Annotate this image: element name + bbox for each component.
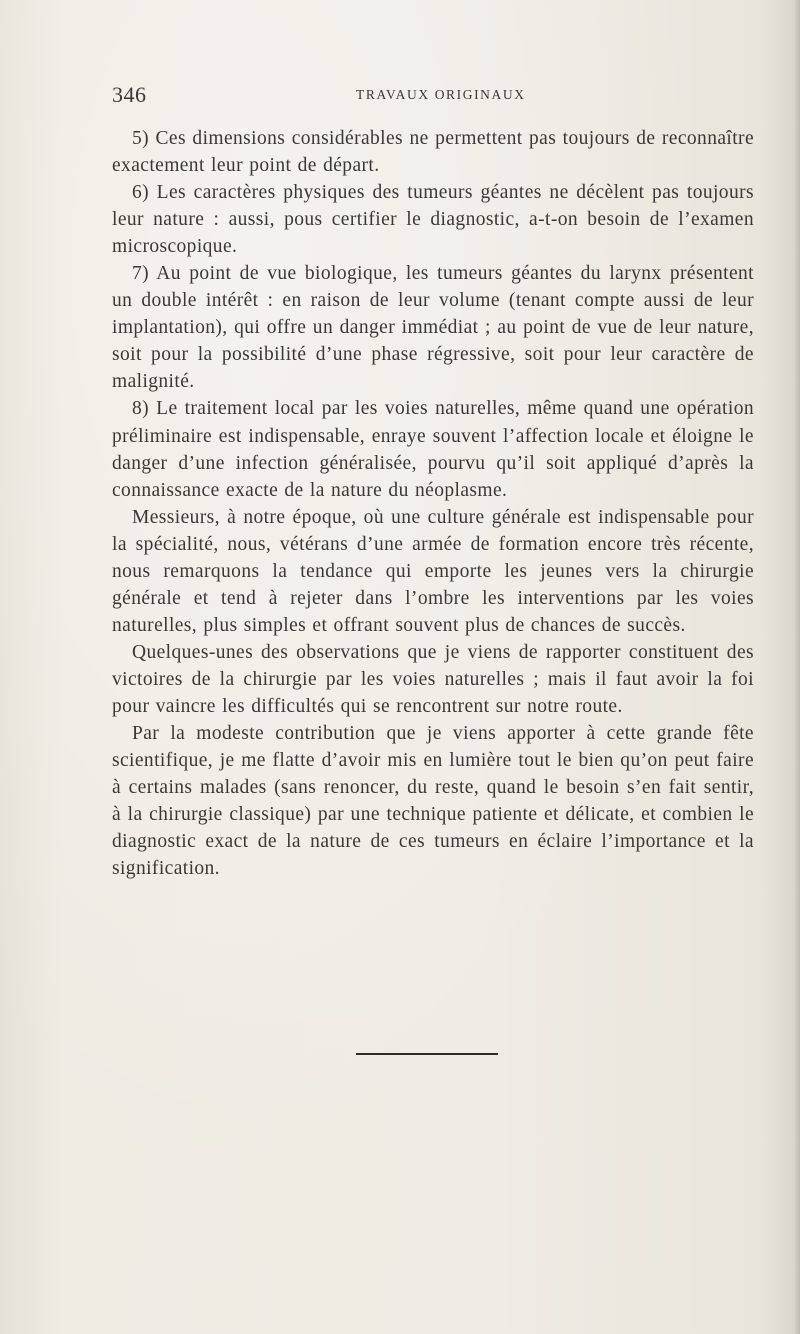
conclusion-7: 7) Au point de vue biologique, les tumeurs géantes du larynx présentent un double intérêt : en raison de leur volume (tenant compte aussi de leur implantation), qui offre un danger immédiat ; au point de vue de leur nature, soit pour la possibilité d’une phase régressive, soit pour leur caractère de malignité.	[112, 263, 754, 393]
paragraph-contribution: Par la modeste contribution que je viens apporter à cette grande fête scientifique, je me flatte d’avoir mis en lumière tout le bien qu’on peut faire à certains malades (sans renoncer, du reste, quand le besoin s’en fait sentir, à la chirurgie classique) par une technique patiente et délicate, et combien le diagnostic exact de la nature de ces tumeurs en éclaire l’importance et la signification.	[112, 723, 754, 880]
paragraph-messieurs: Messieurs, à notre époque, où une culture générale est indispensable pour la spécialité, nous, vétérans d’une armée de formation encore très récente, nous remarquons la tendance qui emporte les jeunes vers la chirurgie générale et tend à rejeter dans l’ombre les interventions par les voies naturelles, plus simples et offrant souvent plus de chances de succès.	[112, 506, 754, 636]
end-rule	[356, 1053, 498, 1055]
body-text	[112, 125, 754, 882]
conclusion-5: 5) Ces dimensions considérables ne permettent pas toujours de reconnaître exactement leur point de départ.	[112, 128, 754, 177]
page-header	[112, 82, 756, 110]
page-number: 346	[112, 82, 147, 107]
paragraph-observations: Quelques-unes des observations que je viens de rapporter constituent des victoires de la chirurgie par les voies naturelles ; mais il faut avoir la foi pour vaincre les difficultés qui se rencontrent sur notre route.	[112, 641, 754, 717]
running-title: TRAVAUX ORIGINAUX	[356, 87, 526, 102]
conclusion-6: 6) Les caractères physiques des tumeurs géantes ne décèlent pas toujours leur nature : aussi, pous certifier le diagnostic, a-t-on besoin de l’examen microscopique.	[112, 182, 754, 258]
conclusion-8: 8) Le traitement local par les voies naturelles, même quand une opération préliminaire est indispensable, enraye souvent l’affection locale et éloigne le danger d’une infection généralisée, pourvu qu’il soit appliqué d’après la connaissance exacte de la nature du néoplasme.	[112, 398, 754, 501]
